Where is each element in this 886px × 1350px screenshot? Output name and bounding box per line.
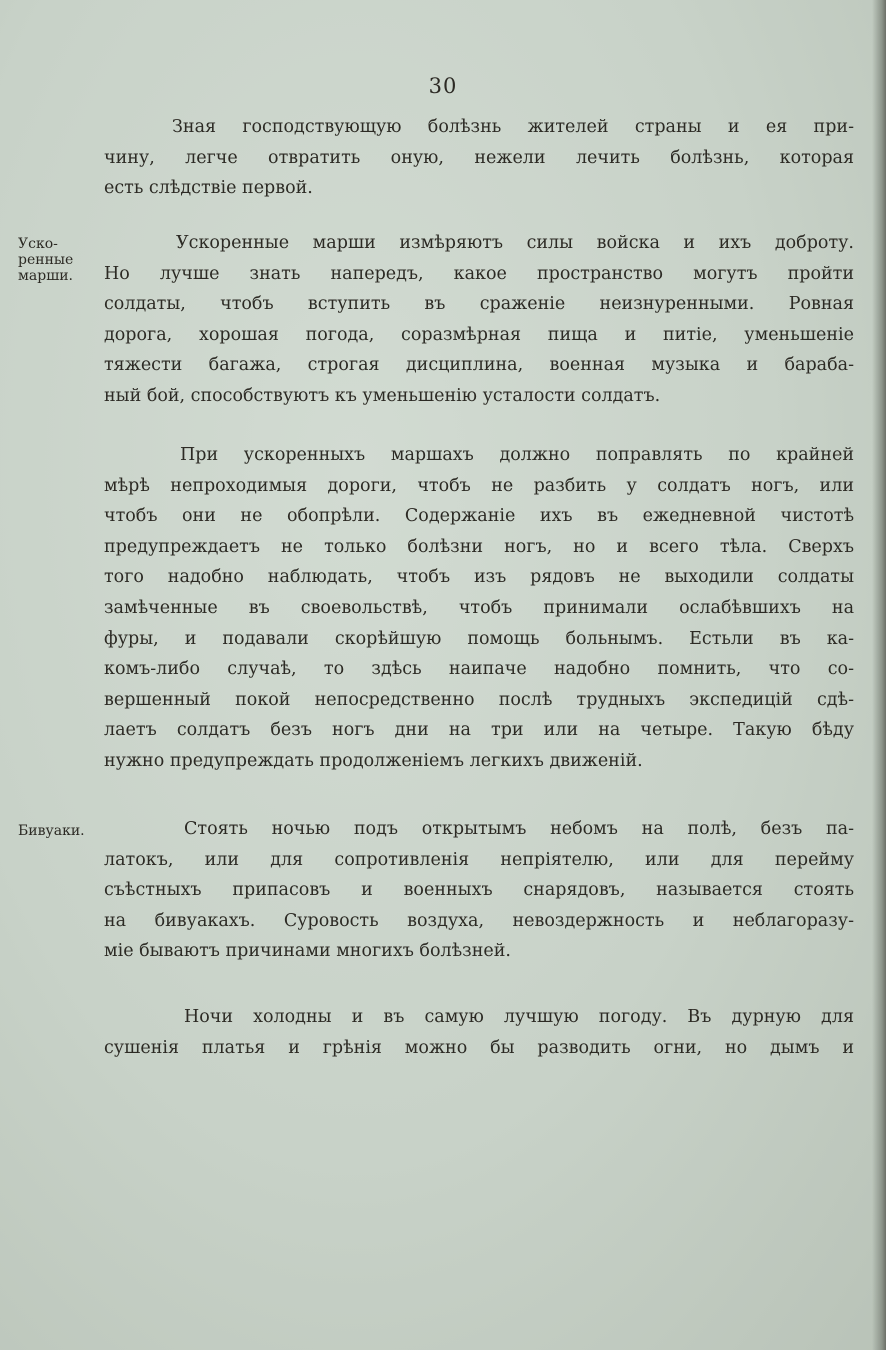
page-edge (872, 0, 886, 1350)
page-number: 30 (428, 74, 458, 98)
text-line: съѣстныхъ припасовъ и военныхъ снарядовъ, называется стоять (104, 880, 854, 901)
text-line: солдаты, чтобъ вступить въ сраженіе неизнуренными. Ровная (104, 294, 854, 315)
paragraph-1 (104, 112, 854, 204)
text-line: замѣченные въ своевольствѣ, чтобъ принимали ослабѣвшихъ на (104, 597, 854, 618)
text-line: того надобно наблюдать, чтобъ изъ рядовъ не выходили солдаты (104, 567, 854, 588)
margin-note-forced-marches (18, 236, 108, 284)
text-line: Ускоренные марши измѣряютъ силы войска и ихъ доброту. (176, 233, 854, 253)
text-line: міе бываютъ причинами многихъ болѣзней. (104, 941, 511, 962)
text-line: Стоять ночью подъ открытымъ небомъ на полѣ, безъ па- (184, 819, 854, 839)
text-line: Ночи холодны и въ самую лучшую погоду. Въ дурную для (184, 1007, 854, 1027)
text-line: на бивуакахъ. Суровость воздуха, невоздержность и неблагоразу- (104, 910, 854, 931)
text-line: чину, легче отвратить оную, нежели лечить болѣзнь, которая (104, 147, 854, 168)
text-line: мѣрѣ непроходимыя дороги, чтобъ не разбить у солдатъ ногъ, или (104, 475, 854, 496)
text-line: лаетъ солдатъ безъ ногъ дни на три или на четыре. Такую бѣду (104, 720, 854, 741)
paragraph-2 (104, 228, 854, 412)
text-line: предупреждаетъ не только болѣзни ногъ, но и всего тѣла. Сверхъ (104, 536, 854, 557)
text-line: сушенія платья и грѣнія можно бы разводить огни, но дымъ и (104, 1037, 854, 1058)
margin-note-bivouacs (18, 823, 108, 839)
margin-note-line: ренные (18, 252, 74, 268)
text-line: При ускоренныхъ маршахъ должно поправлять по крайней (180, 445, 854, 465)
text-line: Зная господствующую болѣзнь жителей страны и ея при- (172, 117, 854, 137)
text-line: Но лучше знать напередъ, какое пространство могутъ пройти (104, 263, 854, 284)
text-line: чтобъ они не обопрѣли. Содержаніе ихъ въ ежедневной чистотѣ (104, 506, 854, 527)
margin-note-line: Уско- (18, 236, 58, 252)
paragraph-4 (104, 814, 854, 967)
text-line: дорога, хорошая погода, соразмѣрная пища и питіе, уменьшеніе (104, 324, 854, 345)
paragraph-3 (104, 440, 854, 777)
text-line: латокъ, или для сопротивленія непріятелю, или для перейму (104, 849, 854, 870)
text-line: нужно предупреждать продолженіемъ легкихъ движеній. (104, 750, 643, 771)
margin-note-line: марши. (18, 268, 73, 284)
text-line: ный бой, способствуютъ къ уменьшенію усталости солдатъ. (104, 385, 661, 406)
text-line: вершенный покой непосредственно послѣ трудныхъ экспедицій сдѣ- (104, 689, 854, 710)
text-line: фуры, и подавали скорѣйшую помощь больнымъ. Естьли въ ка- (104, 628, 854, 649)
text-line: комъ-либо случаѣ, то здѣсь наипаче надобно помнить, что со- (104, 659, 854, 680)
text-line: тяжести багажа, строгая дисциплина, военная музыка и бараба- (104, 355, 854, 376)
paragraph-5 (104, 1002, 854, 1063)
text-line: есть слѣдствіе первой. (104, 178, 313, 199)
margin-note-line: Бивуаки. (18, 823, 85, 839)
